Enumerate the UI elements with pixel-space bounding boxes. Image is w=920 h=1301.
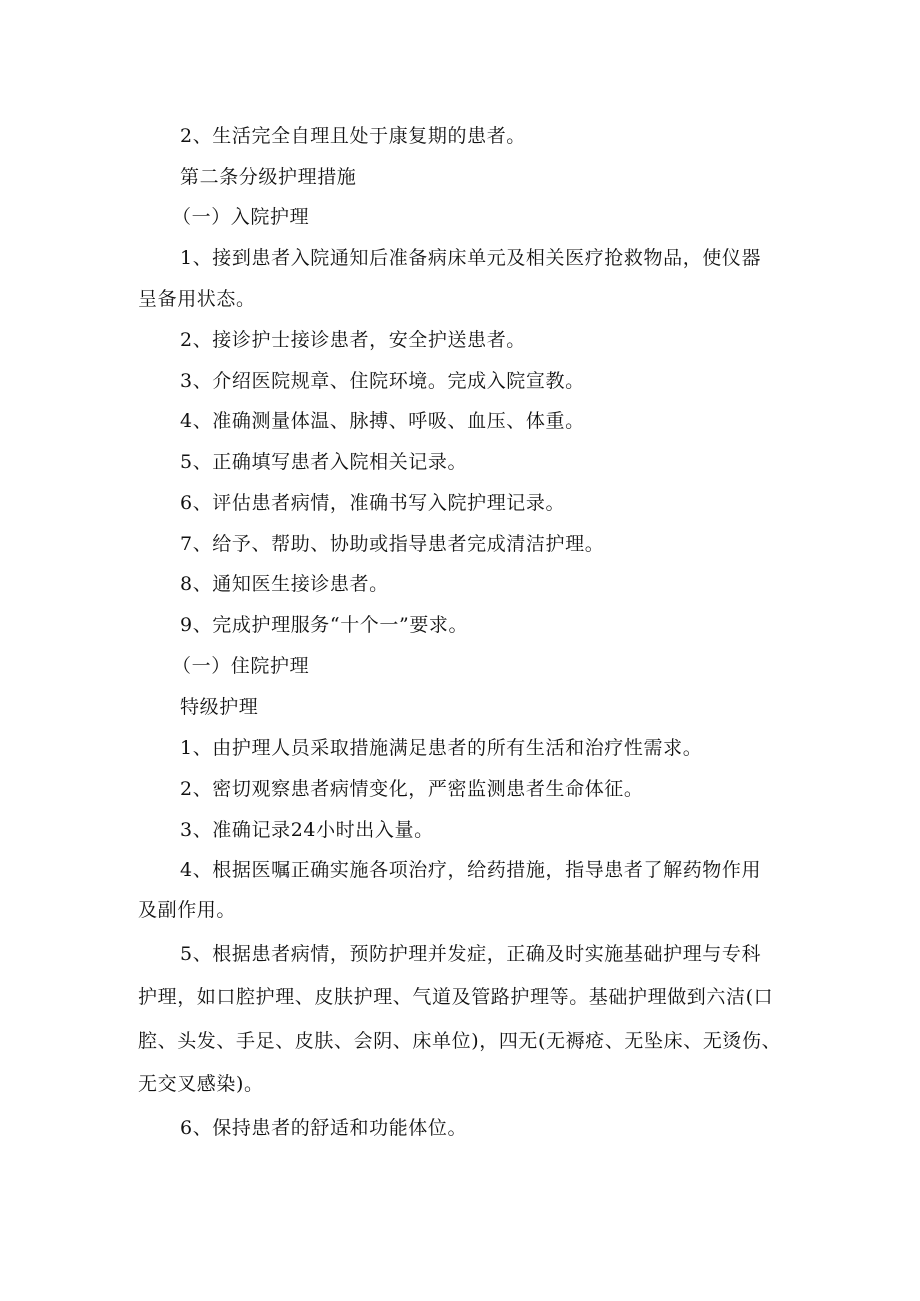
text-line: 3、准确记录24小时出入量。 xyxy=(180,819,434,841)
text-line: 1、由护理人员采取措施满足患者的所有生活和治疗性需求。 xyxy=(180,737,703,759)
text-line: 护理，如口腔护理、皮肤护理、气道及管路护理等。基础护理做到六洁(口 xyxy=(138,986,774,1008)
text-line: 5、正确填写患者入院相关记录。 xyxy=(180,451,468,473)
text-line: 及副作用。 xyxy=(138,899,237,921)
text-line: 2、密切观察患者病情变化，严密监测患者生命体征。 xyxy=(180,778,644,800)
text-line: 5、根据患者病情，预防护理并发症，正确及时实施基础护理与专科 xyxy=(180,943,762,965)
text-line: 6、评估患者病情，准确书写入院护理记录。 xyxy=(180,492,566,514)
subsection-heading: （一）住院护理 xyxy=(172,655,310,677)
text-line: 无交叉感染)。 xyxy=(138,1073,264,1095)
text-line: 6、保持患者的舒适和功能体位。 xyxy=(180,1117,468,1139)
subsection-heading: 特级护理 xyxy=(180,696,259,718)
text-line: 1、接到患者入院通知后准备病床单元及相关医疗抢救物品，使仪器 xyxy=(180,247,762,269)
text-line: 8、通知医生接诊患者。 xyxy=(180,573,389,595)
text-line: 腔、头发、手足、皮肤、会阴、床单位)，四无(无褥疮、无坠床、无烫伤、 xyxy=(138,1030,782,1052)
text-line: 7、给予、帮助、协助或指导患者完成清洁护理。 xyxy=(180,533,605,555)
text-line: 呈备用状态。 xyxy=(138,288,256,310)
section-heading: 第二条分级护理措施 xyxy=(180,166,357,188)
text-line: 4、准确测量体温、脉搏、呼吸、血压、体重。 xyxy=(180,410,585,432)
text-line: 2、接诊护士接诊患者，安全护送患者。 xyxy=(180,329,526,351)
subsection-heading: （一）入院护理 xyxy=(172,206,310,228)
text-line: 2、生活完全自理且处于康复期的患者。 xyxy=(180,125,526,147)
text-line: 4、根据医嘱正确实施各项治疗，给药措施，指导患者了解药物作用 xyxy=(180,859,762,881)
text-line: 9、完成护理服务“十个一”要求。 xyxy=(180,614,469,636)
text-line: 3、介绍医院规章、住院环境。完成入院宣教。 xyxy=(180,370,585,392)
